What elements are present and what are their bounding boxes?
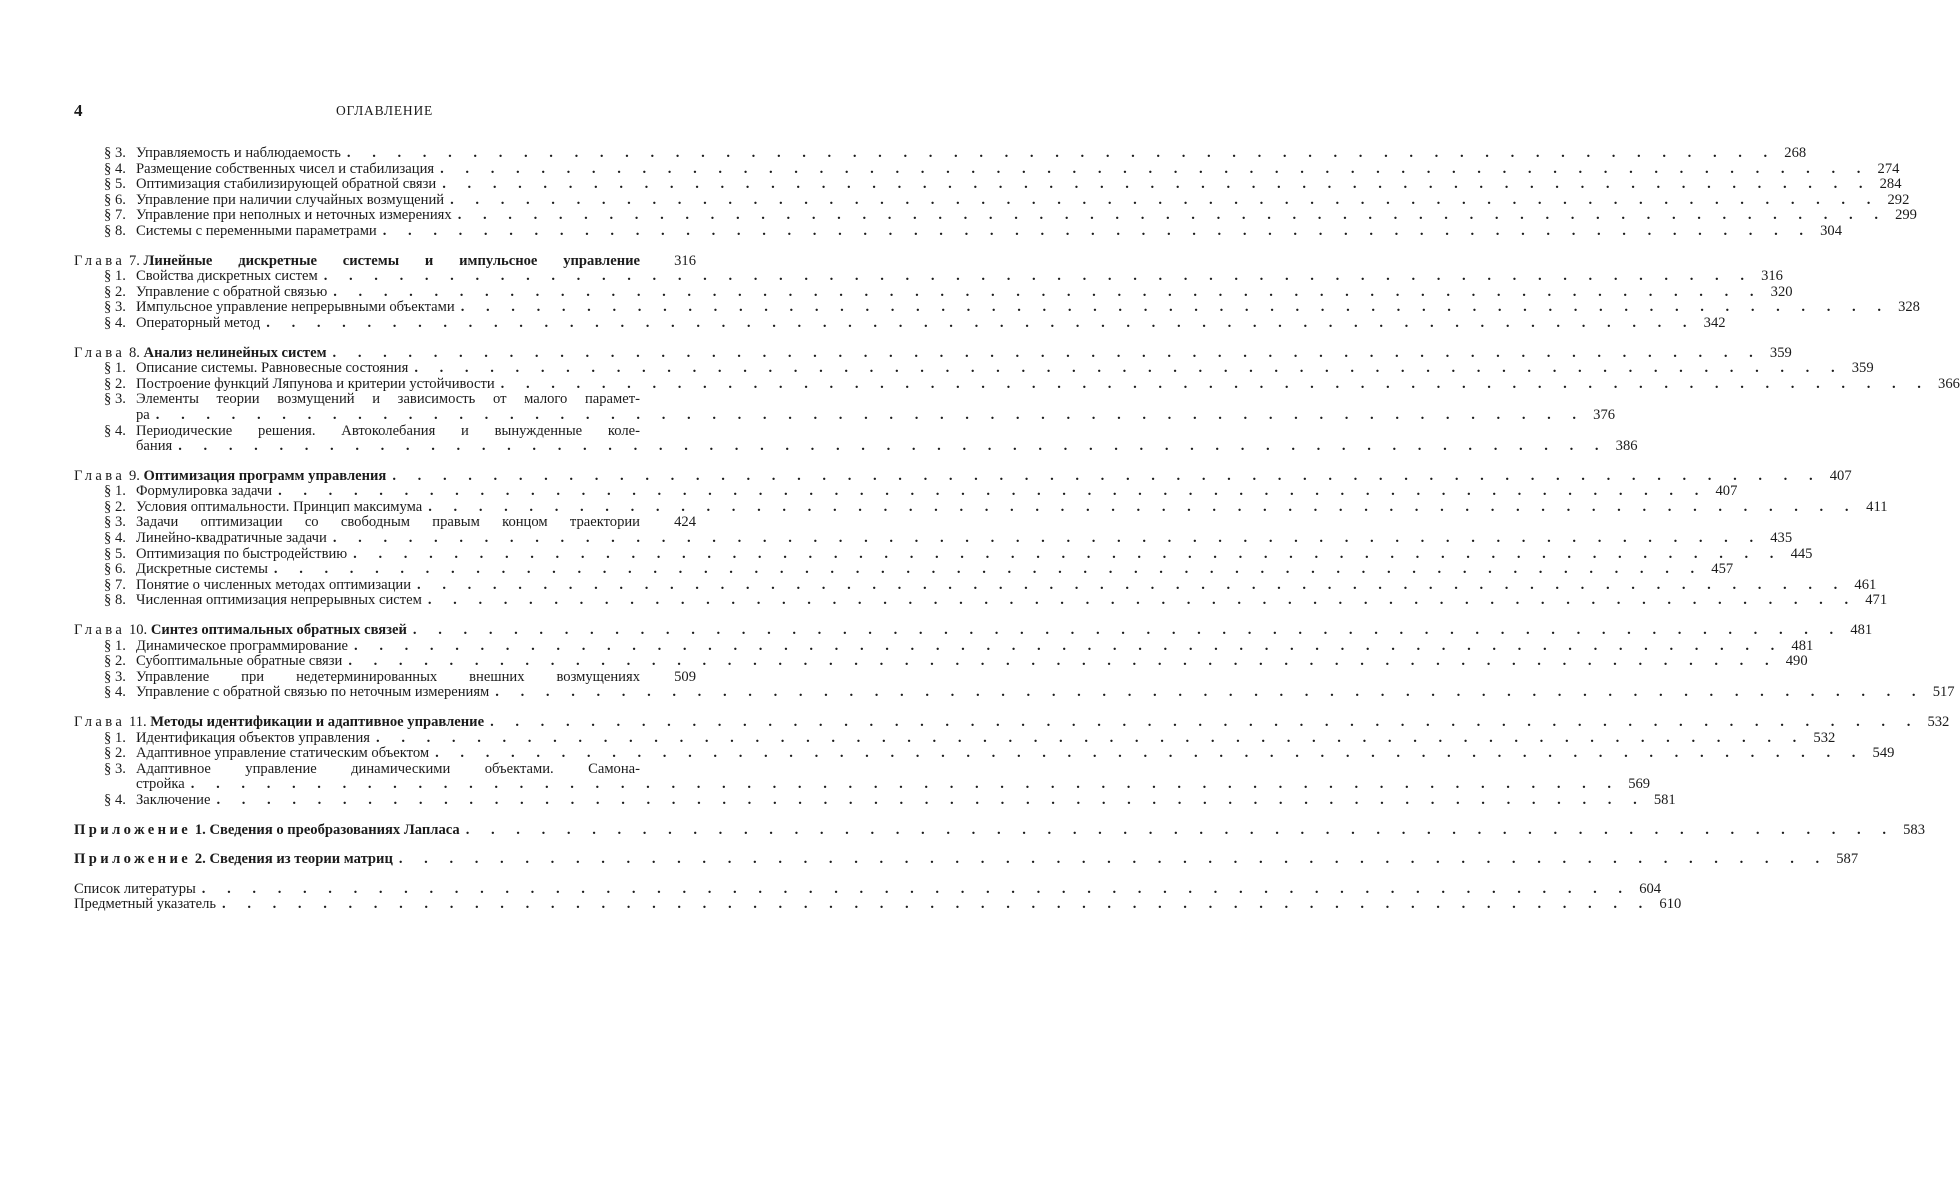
dot-leader xyxy=(484,715,1919,731)
section-number: § 4. xyxy=(104,791,126,808)
dot-leader xyxy=(341,146,1776,162)
section-number: § 1. xyxy=(104,360,126,377)
page-ref: 359 xyxy=(1769,344,1792,361)
section-number: § 3. xyxy=(104,668,126,685)
chapter-8 xyxy=(74,344,1960,455)
section-title: Управляемость и наблюдаемость xyxy=(136,145,341,161)
section-number: § 4. xyxy=(104,160,126,177)
page-ref: 532 xyxy=(1927,714,1950,730)
section-title: Управление при недетерминированных внешних возмущениях xyxy=(136,668,640,685)
section-title-continued: бания xyxy=(136,438,173,455)
page-ref: 549 xyxy=(1872,745,1895,762)
section-number: § 3. xyxy=(104,391,126,408)
dot-leader xyxy=(460,823,1895,839)
toc-entry[interactable] xyxy=(74,576,1877,594)
dot-leader xyxy=(455,300,1890,316)
page-ref: 481 xyxy=(1791,637,1814,654)
toc-entry-line1[interactable] xyxy=(74,424,696,440)
running-head xyxy=(74,101,695,125)
chapter-prefix: Глава xyxy=(74,714,126,730)
page-ref: 299 xyxy=(1895,207,1917,224)
dot-leader xyxy=(408,361,1843,377)
section-title: Управление с обратной связью по неточным измерениям xyxy=(136,684,490,701)
table-of-contents xyxy=(74,145,1960,913)
appendix-title: Сведения о преобразованиях Лапласа xyxy=(209,821,460,838)
toc-entry[interactable] xyxy=(74,684,1955,701)
section-number: § 3. xyxy=(104,299,126,316)
toc-entry[interactable] xyxy=(74,375,1960,393)
chapter-title: Анализ нелинейных систем xyxy=(143,344,327,361)
dot-leader xyxy=(327,285,1762,301)
dot-leader xyxy=(342,654,1777,670)
chapter-prefix: Глава xyxy=(74,344,126,361)
toc-entry[interactable] xyxy=(74,483,1738,500)
page-ref: 292 xyxy=(1887,191,1910,208)
section-number: § 7. xyxy=(104,576,126,593)
section-title: Свойства дискретных систем xyxy=(136,268,318,285)
chapter-number: 10. xyxy=(128,622,148,639)
chapter-heading[interactable] xyxy=(74,622,1873,639)
dot-leader xyxy=(434,162,1869,178)
page-ref: 411 xyxy=(1866,498,1888,515)
section-title: Управление с обратной связью xyxy=(136,283,328,300)
toc-entry[interactable] xyxy=(74,670,696,686)
page-ref: 366 xyxy=(1938,375,1960,392)
page-ref: 435 xyxy=(1770,530,1793,547)
section-number: § 8. xyxy=(104,592,126,609)
page-ref: 604 xyxy=(1639,880,1662,897)
toc-entry[interactable] xyxy=(74,729,1836,747)
toc-entry[interactable] xyxy=(74,191,1910,209)
page-ref: 342 xyxy=(1703,314,1726,331)
chapter-number: 11. xyxy=(128,714,147,730)
dot-leader xyxy=(489,685,1924,701)
dot-leader xyxy=(318,269,1753,285)
chapter-7 xyxy=(74,252,1920,332)
dot-leader xyxy=(429,746,1864,762)
dot-leader xyxy=(436,177,1871,193)
section-title: Элементы теории возмущений и зависимость от малого парамет- xyxy=(136,391,640,408)
page-ref: 284 xyxy=(1879,176,1902,193)
page-ref: 274 xyxy=(1877,160,1900,177)
section-number: § 2. xyxy=(104,498,126,515)
section-number: § 4. xyxy=(104,314,126,331)
page-ref: 359 xyxy=(1851,360,1874,377)
chapter-number: 7. xyxy=(128,252,140,269)
toc-entry[interactable] xyxy=(74,498,1888,516)
section-title: Адаптивное управление статическим объектом xyxy=(136,745,430,762)
section-number: § 1. xyxy=(104,729,126,746)
toc-entry[interactable] xyxy=(74,145,1807,162)
dot-leader xyxy=(172,439,1607,455)
chapter-prefix: Глава xyxy=(74,252,126,269)
section-title: Импульсное управление непрерывными объектами xyxy=(136,299,455,316)
toc-entry[interactable] xyxy=(74,299,1920,316)
dot-leader xyxy=(327,346,1762,362)
page-ref: 457 xyxy=(1711,561,1734,578)
index-entry[interactable] xyxy=(74,896,1682,913)
chapter-10 xyxy=(74,622,1955,701)
page-ref: 471 xyxy=(1865,592,1888,609)
appendix-prefix: Приложение xyxy=(74,851,192,868)
section-title-continued: ра xyxy=(136,406,150,423)
toc-entry[interactable] xyxy=(74,515,696,531)
chapter-9 xyxy=(74,467,1888,609)
page-ref: 328 xyxy=(1898,299,1920,316)
toc-entry[interactable] xyxy=(74,268,1783,285)
page-ref: 376 xyxy=(1593,406,1616,423)
dot-leader xyxy=(347,547,1782,563)
toc-entry[interactable] xyxy=(74,561,1734,578)
section-title: Задачи оптимизации со свободным правым концом траектории xyxy=(136,514,640,531)
toc-entry[interactable] xyxy=(74,283,1793,301)
dot-leader xyxy=(452,208,1887,224)
section-number: § 3. xyxy=(104,760,126,777)
page-number: 4 xyxy=(74,101,83,120)
dot-leader xyxy=(185,777,1620,793)
section-number: § 4. xyxy=(104,684,126,701)
chapter-heading[interactable] xyxy=(74,714,1950,731)
dot-leader xyxy=(444,193,1879,209)
dot-leader xyxy=(407,623,1842,639)
toc-entry[interactable] xyxy=(74,545,1813,563)
page-ref: 490 xyxy=(1785,653,1808,670)
dot-leader xyxy=(196,882,1631,898)
section-number: § 5. xyxy=(104,176,126,193)
page-ref: 316 xyxy=(674,252,696,269)
page-ref: 407 xyxy=(1715,483,1738,500)
section-number: § 4. xyxy=(104,422,126,439)
toc-entry-line1[interactable] xyxy=(74,392,696,408)
page-ref: 461 xyxy=(1854,576,1877,593)
page-ref: 407 xyxy=(1829,467,1852,484)
section-number: § 5. xyxy=(104,545,126,562)
page-ref: 424 xyxy=(674,514,696,531)
section-title: Субоптимальные обратные связи xyxy=(136,653,343,670)
page-title: ОГЛАВЛЕНИЕ xyxy=(335,103,434,118)
appendix-2[interactable] xyxy=(74,851,1859,868)
appendix-prefix: Приложение xyxy=(74,821,192,838)
appendix-1[interactable] xyxy=(74,821,1925,839)
toc-entry[interactable] xyxy=(74,207,1917,224)
section-number: § 2. xyxy=(104,745,126,762)
section-title: Оптимизация по быстродействию xyxy=(136,545,348,562)
chapter-title: Методы идентификации и адаптивное управление xyxy=(150,714,485,730)
toc-entry-line2[interactable] xyxy=(74,776,1651,793)
dot-leader xyxy=(495,377,1930,393)
dot-leader xyxy=(377,224,1812,240)
section-number: § 2. xyxy=(104,653,126,670)
dot-leader xyxy=(210,793,1645,809)
chapter-title: Оптимизация программ управления xyxy=(143,467,387,484)
chapter-title: Синтез оптимальных обратных связей xyxy=(150,622,407,639)
section-number: § 3. xyxy=(104,145,126,161)
appendix-number: 1. xyxy=(194,821,206,838)
section-title: Формулировка задачи xyxy=(136,483,273,500)
toc-entry[interactable] xyxy=(74,176,1902,193)
toc-entry[interactable] xyxy=(74,222,1843,240)
section-title: Линейно-квадратичные задачи xyxy=(136,530,327,547)
page-ref: 320 xyxy=(1770,283,1793,300)
section-number: § 4. xyxy=(104,530,126,547)
chapter-heading[interactable] xyxy=(74,467,1852,485)
section-number: § 8. xyxy=(104,222,126,239)
section-number: § 1. xyxy=(104,483,126,500)
dot-leader xyxy=(422,500,1857,516)
page-ref: 445 xyxy=(1790,545,1813,562)
toc-entry[interactable] xyxy=(74,592,1888,609)
page-ref: 316 xyxy=(1761,268,1783,285)
dot-leader xyxy=(422,593,1857,609)
section-title: Описание системы. Равновесные состояния xyxy=(136,360,409,377)
page-ref: 587 xyxy=(1836,851,1859,868)
section-title: Управление при неполных и неточных измерениях xyxy=(136,207,452,224)
section-title: Операторный метод xyxy=(136,314,261,331)
dot-leader xyxy=(327,531,1762,547)
page-ref: 581 xyxy=(1653,791,1676,808)
toc-entry-line2[interactable] xyxy=(74,438,1638,455)
dot-leader xyxy=(411,578,1846,594)
page-ref: 509 xyxy=(674,668,696,685)
page-ref: 268 xyxy=(1784,145,1807,161)
appendix-number: 2. xyxy=(194,851,206,868)
chapter-11 xyxy=(74,714,1950,809)
section-title: Оптимизация стабилизирующей обратной связи xyxy=(136,176,437,193)
section-number: § 2. xyxy=(104,283,126,300)
section-title: Построение функций Ляпунова и критерии устойчивости xyxy=(136,375,495,392)
section-title: Адаптивное управление динамическими объектами. Самона- xyxy=(136,760,640,777)
dot-leader xyxy=(272,484,1707,500)
toc-entry-line2[interactable] xyxy=(74,406,1616,424)
chapter-prefix: Глава xyxy=(74,622,126,639)
page-ref: 304 xyxy=(1820,222,1843,239)
section-number: § 1. xyxy=(104,637,126,654)
page-ref: 569 xyxy=(1628,776,1651,793)
section-number: § 2. xyxy=(104,375,126,392)
dot-leader xyxy=(268,562,1703,578)
toc-entry[interactable] xyxy=(74,745,1895,762)
section-title: Периодические решения. Автоколебания и вынужденные коле- xyxy=(136,422,640,439)
toc-entry[interactable] xyxy=(74,530,1793,547)
page-ref: 532 xyxy=(1813,729,1836,746)
chapter-number: 8. xyxy=(128,344,140,361)
dot-leader xyxy=(393,852,1828,868)
dot-leader xyxy=(216,897,1651,913)
section-title: Идентификация объектов управления xyxy=(136,729,371,746)
chapter-title: Линейные дискретные системы и импульсное управление xyxy=(143,252,640,269)
dot-leader xyxy=(348,639,1783,655)
section-title: Управление при наличии случайных возмущений xyxy=(136,191,445,208)
page-ref: 386 xyxy=(1615,438,1638,455)
dot-leader xyxy=(260,316,1695,332)
section-number: § 6. xyxy=(104,191,126,208)
toc-entry[interactable] xyxy=(74,314,1726,332)
appendix-title: Сведения из теории матриц xyxy=(209,851,393,868)
page-ref: 610 xyxy=(1659,896,1682,913)
page-ref: 517 xyxy=(1932,684,1955,701)
bibliography-title: Список литературы xyxy=(74,880,196,897)
section-title: Динамическое программирование xyxy=(136,637,349,654)
dot-leader xyxy=(150,408,1585,424)
section-number: § 7. xyxy=(104,207,126,224)
section-title-continued: стройка xyxy=(136,776,185,793)
section-title: Системы с переменными параметрами xyxy=(136,222,377,239)
toc-entry[interactable] xyxy=(74,791,1676,809)
section-number: § 1. xyxy=(104,268,126,285)
dot-leader xyxy=(370,731,1805,747)
chapter-heading[interactable] xyxy=(74,254,696,270)
toc-entry[interactable] xyxy=(74,360,1874,377)
page-ref: 481 xyxy=(1850,622,1873,639)
index-title: Предметный указатель xyxy=(74,896,217,913)
toc-entry[interactable] xyxy=(74,637,1814,655)
page-ref: 583 xyxy=(1903,821,1925,838)
toc-entry[interactable] xyxy=(74,160,1900,178)
toc-entry[interactable] xyxy=(74,653,1808,670)
dot-leader xyxy=(386,469,1821,485)
chapter-6-sections xyxy=(74,145,1917,240)
chapter-heading[interactable] xyxy=(74,344,1792,362)
section-number: § 3. xyxy=(104,514,126,531)
chapter-number: 9. xyxy=(128,467,140,484)
section-title: Условия оптимальности. Принцип максимума xyxy=(136,498,423,515)
toc-entry-line1[interactable] xyxy=(74,762,696,778)
chapter-prefix: Глава xyxy=(74,467,126,484)
section-number: § 6. xyxy=(104,561,126,578)
bibliography-entry[interactable] xyxy=(74,880,1662,898)
section-title: Дискретные системы xyxy=(136,561,268,578)
section-title: Понятие о численных методах оптимизации xyxy=(136,576,412,593)
section-title: Размещение собственных чисел и стабилизация xyxy=(136,160,435,177)
section-title: Численная оптимизация непрерывных систем xyxy=(136,592,422,609)
section-title: Заключение xyxy=(136,791,211,808)
